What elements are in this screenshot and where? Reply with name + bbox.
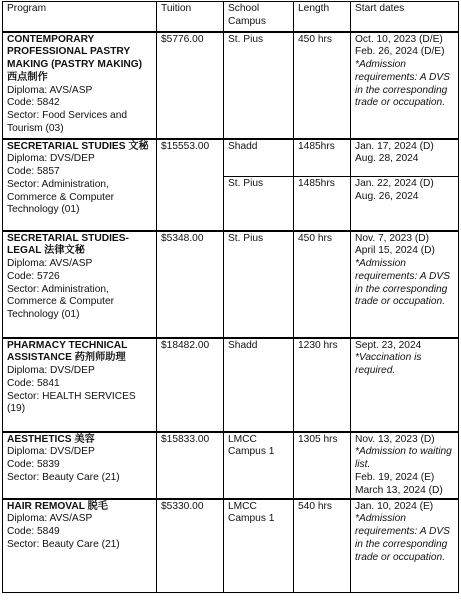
start-date: Nov. 7, 2023 (D) <box>355 232 429 244</box>
program-name: PHARMACY TECHNICAL ASSISTANCE 药剂师助理 <box>7 339 128 364</box>
program-cell <box>3 231 157 338</box>
tuition-cell: $5776.00 <box>157 32 224 139</box>
tuition-cell: $5348.00 <box>157 231 224 338</box>
start-date: Feb. 19, 2024 (E) <box>355 471 435 483</box>
program-name: CONTEMPORARY PROFESSIONAL PASTRY MAKING (PASTRY MAKING) 西点制作 <box>7 33 143 83</box>
campus-cell: Shadd <box>224 338 294 432</box>
tuition-cell: $5330.00 <box>157 499 224 593</box>
start-dates-cell <box>351 338 459 432</box>
program-cell <box>3 32 157 139</box>
admission-note: *Admission requirements: A DVS in the corresponding trade or occupation. <box>355 258 450 308</box>
start-dates-cell <box>351 499 459 593</box>
program-diploma: Diploma: DVS/DEP <box>7 153 95 165</box>
campus-cell: LMCC Campus 1 <box>224 432 294 499</box>
program-code: Code: 5726 <box>7 270 60 282</box>
header-row <box>3 2 459 32</box>
start-date: Jan. 22, 2024 (D) <box>355 178 434 189</box>
tuition-cell: $15833.00 <box>157 432 224 499</box>
program-code: Code: 5839 <box>7 459 60 471</box>
campus-cell: St. Pius <box>224 177 294 231</box>
length-cell: 1485hrs <box>294 177 351 231</box>
program-diploma: Diploma: AVS/ASP <box>7 84 93 96</box>
table-row <box>3 139 459 177</box>
start-dates-cell <box>351 432 459 499</box>
program-name: SECRETARIAL STUDIES 文秘 <box>7 140 149 152</box>
program-sector: Sector: Food Services and Tourism (03) <box>7 110 128 135</box>
length-cell: 1230 hrs <box>294 338 351 432</box>
start-date: Aug. 28, 2024 <box>355 153 419 165</box>
start-dates-cell <box>351 177 459 231</box>
start-date: Feb. 26, 2024 (D/E) <box>355 46 445 58</box>
program-code: Code: 5841 <box>7 377 60 389</box>
program-sector: Sector: HEALTH SERVICES (19) <box>7 390 136 415</box>
campus-cell: LMCC Campus 1 <box>224 499 294 593</box>
start-date: Jan. 10, 2024 (E) <box>355 500 434 512</box>
program-diploma: Diploma: AVS/ASP <box>7 258 93 270</box>
campus-cell: St. Pius <box>224 32 294 139</box>
start-date: Jan. 17, 2024 (D) <box>355 140 434 152</box>
program-diploma: Diploma: DVS/DEP <box>7 365 95 377</box>
program-diploma: Diploma: DVS/DEP <box>7 446 95 458</box>
table-row <box>3 432 459 499</box>
programs-table <box>2 1 459 593</box>
start-date: Nov. 13, 2023 (D) <box>355 433 435 445</box>
tuition-cell: $15553.00 <box>157 139 224 231</box>
program-cell <box>3 338 157 432</box>
header-start-dates: Start dates <box>351 2 459 32</box>
start-date: March 13, 2024 (D) <box>355 484 443 496</box>
start-date: April 15, 2024 (D) <box>355 245 435 257</box>
table-row <box>3 338 459 432</box>
program-code: Code: 5849 <box>7 526 60 538</box>
table-row <box>3 32 459 139</box>
admission-note: *Admission requirements: A DVS in the corresponding trade or occupation. <box>355 59 450 109</box>
program-code: Code: 5857 <box>7 166 60 178</box>
program-sector: Sector: Administration, Commerce & Computer Technology (01) <box>7 178 114 216</box>
program-sector: Sector: Administration, Commerce & Computer Technology (01) <box>7 283 114 321</box>
length-cell: 540 hrs <box>294 499 351 593</box>
program-name: SECRETARIAL STUDIES-LEGAL 法律文秘 <box>7 232 129 257</box>
program-sector: Sector: Beauty Care (21) <box>7 538 120 550</box>
start-dates-cell <box>351 32 459 139</box>
start-date: Sept. 23, 2024 <box>355 339 422 351</box>
campus-cell: St. Pius <box>224 231 294 338</box>
program-cell <box>3 499 157 593</box>
start-dates-cell <box>351 231 459 338</box>
length-cell: 1485hrs <box>294 139 351 177</box>
header-campus: School Campus <box>224 2 294 32</box>
waiting-list-note: *Admission to waiting list. <box>355 446 452 471</box>
start-date: Aug. 26, 2024 <box>355 190 419 202</box>
program-cell <box>3 139 157 231</box>
length-cell: 450 hrs <box>294 32 351 139</box>
campus-cell: Shadd <box>224 139 294 177</box>
header-tuition: Tuition <box>157 2 224 32</box>
table-row <box>3 231 459 338</box>
length-cell: 450 hrs <box>294 231 351 338</box>
length-cell: 1305 hrs <box>294 432 351 499</box>
tuition-cell: $18482.00 <box>157 338 224 432</box>
program-code: Code: 5842 <box>7 97 60 109</box>
vaccination-note: *Vaccination is required. <box>355 352 422 377</box>
header-length: Length <box>294 2 351 32</box>
program-diploma: Diploma: AVS/ASP <box>7 513 93 525</box>
program-cell <box>3 432 157 499</box>
admission-note: *Admission requirements: A DVS in the corresponding trade or occupation. <box>355 513 450 563</box>
program-name: HAIR REMOVAL 脱毛 <box>7 500 108 512</box>
program-sector: Sector: Beauty Care (21) <box>7 471 120 483</box>
start-date: Oct. 10, 2023 (D/E) <box>355 33 443 45</box>
table-row <box>3 499 459 593</box>
start-dates-cell <box>351 139 459 177</box>
header-program: Program <box>3 2 157 32</box>
program-name: AESTHETICS 美容 <box>7 433 95 445</box>
